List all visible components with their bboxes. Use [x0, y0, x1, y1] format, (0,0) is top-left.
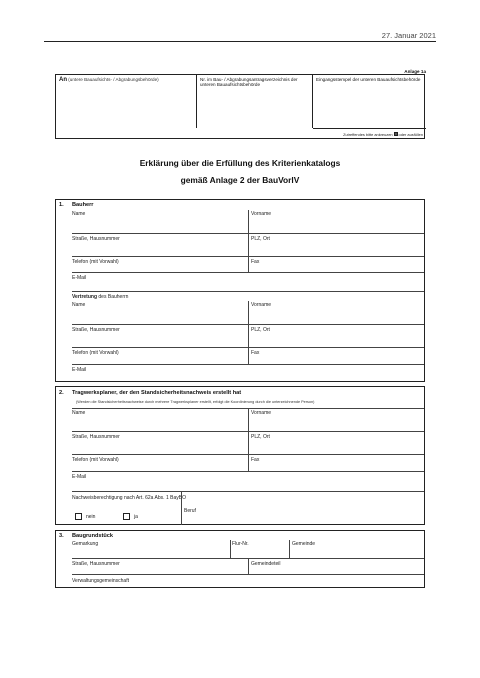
grundstueck-row-2 [72, 558, 424, 574]
vertreter-email-row [72, 364, 424, 382]
email-field[interactable]: E-Mail [72, 275, 87, 281]
gemeinde-field[interactable]: Gemeinde [292, 541, 316, 547]
ja-label: ja [134, 514, 138, 520]
grundstueck-strasse-field[interactable]: Straße, Hausnummer [72, 561, 120, 567]
nachweis-row [72, 491, 424, 508]
nachweisberechtigung-label: Nachweisberechtigung nach Art. 62a Abs. 1 BayBO [72, 495, 186, 501]
vertreter-address-row [72, 324, 424, 347]
nein-checkbox[interactable] [75, 513, 82, 520]
planer-name-field[interactable]: Name [72, 410, 86, 416]
vertretung-heading: Vertretung des Bauherrn [72, 294, 129, 300]
vertreter-telefon-field[interactable]: Telefon (mit Vorwahl) [72, 350, 119, 356]
section-number: 3. [59, 533, 64, 539]
recipient-cell[interactable] [56, 75, 197, 128]
register-number-label: Nr. im Bau- / Abgrabungsantragsverzeichnis der unteren Bauaufsichtsbehörde [200, 77, 298, 88]
verwaltungsgemeinschaft-field[interactable]: Verwaltungsgemeinschaft [72, 578, 129, 584]
plz-ort-field[interactable]: PLZ, Ort [251, 236, 270, 242]
planer-telefon-field[interactable]: Telefon (mit Vorwahl) [72, 457, 119, 463]
beruf-field[interactable]: Beruf [184, 508, 196, 514]
section-bauherr [55, 199, 425, 382]
vertreter-contact-row [72, 347, 424, 364]
nachweis-options-row [72, 508, 424, 525]
fax-field[interactable]: Fax [251, 259, 260, 265]
name-field[interactable]: Name [72, 211, 86, 217]
strasse-field[interactable]: Straße, Hausnummer [72, 236, 120, 242]
register-number-cell[interactable] [197, 75, 313, 128]
document-date: 27. Januar 2021 [381, 31, 436, 40]
bauherr-name-row [72, 210, 424, 233]
section-baugrundstueck [55, 530, 425, 588]
gemarkung-field[interactable]: Gemarkung [72, 541, 99, 547]
address-box [55, 74, 425, 139]
vorname-field[interactable]: Vorname [251, 211, 272, 217]
section-heading: Baugrundstück [72, 533, 114, 539]
planer-email-row [72, 471, 424, 491]
header-rule [44, 41, 436, 42]
section-heading: Tragwerksplaner, der den Standsicherheitsnachweis erstellt hat [72, 390, 242, 396]
section-heading: Bauherr [72, 202, 94, 208]
vertreter-vorname-field[interactable]: Vorname [251, 302, 272, 308]
receipt-stamp-cell[interactable] [313, 75, 426, 128]
telefon-field[interactable]: Telefon (mit Vorwahl) [72, 259, 119, 265]
recipient-label: An [59, 77, 67, 83]
nein-label: nein [86, 514, 96, 520]
anlage-label: Anlage 1a [404, 69, 426, 74]
instruction-note: Zutreffendes bitte ankreuzen oder ausfüllen [313, 128, 426, 139]
ja-checkbox[interactable] [123, 513, 130, 520]
vertreter-plz-ort-field[interactable]: PLZ, Ort [251, 327, 270, 333]
section-number: 1. [59, 202, 64, 208]
section-tragwerksplaner [55, 386, 425, 525]
form-title-line1: Erklärung über die Erfüllung des Kriterienkatalogs [139, 158, 341, 168]
planer-contact-row [72, 454, 424, 471]
bauherr-contact-row [72, 256, 424, 272]
receipt-stamp-label: Eingangsstempel der unteren Bauaufsichtsbehörde [316, 77, 421, 82]
planer-plz-ort-field[interactable]: PLZ, Ort [251, 434, 270, 440]
gemeindeteil-field[interactable]: Gemeindeteil [251, 561, 281, 567]
planer-name-row [72, 408, 424, 431]
checkbox-sample-icon [394, 132, 398, 136]
vertreter-name-row [72, 301, 424, 324]
grundstueck-row-1 [72, 540, 424, 558]
vertreter-email-field[interactable]: E-Mail [72, 367, 87, 373]
planer-strasse-field[interactable]: Straße, Hausnummer [72, 434, 120, 440]
vertreter-name-field[interactable]: Name [72, 302, 86, 308]
recipient-sublabel: (untere Bauaufsichts- / Abgrabungsbehörde) [68, 77, 159, 82]
planer-address-row [72, 431, 424, 454]
vertreter-strasse-field[interactable]: Straße, Hausnummer [72, 327, 120, 333]
bauherr-email-row [72, 272, 424, 288]
planer-email-field[interactable]: E-Mail [72, 474, 87, 480]
bauherr-address-row [72, 233, 424, 256]
section-subnote: (Werden die Standsicherheitsnachweise durch mehrere Tragwerksplaner erstellt, erfolgt die Koordinierung durch die unterzeichnende Person) [76, 400, 315, 404]
grundstueck-row-3 [72, 574, 424, 588]
form-title-line2: gemäß Anlage 2 der BauVorlV [180, 175, 300, 185]
vertretung-heading-row [72, 291, 424, 301]
vertreter-fax-field[interactable]: Fax [251, 350, 260, 356]
flurnr-field[interactable]: Flur-Nr. [232, 541, 249, 547]
section-number: 2. [59, 390, 64, 396]
planer-vorname-field[interactable]: Vorname [251, 410, 272, 416]
planer-fax-field[interactable]: Fax [251, 457, 260, 463]
